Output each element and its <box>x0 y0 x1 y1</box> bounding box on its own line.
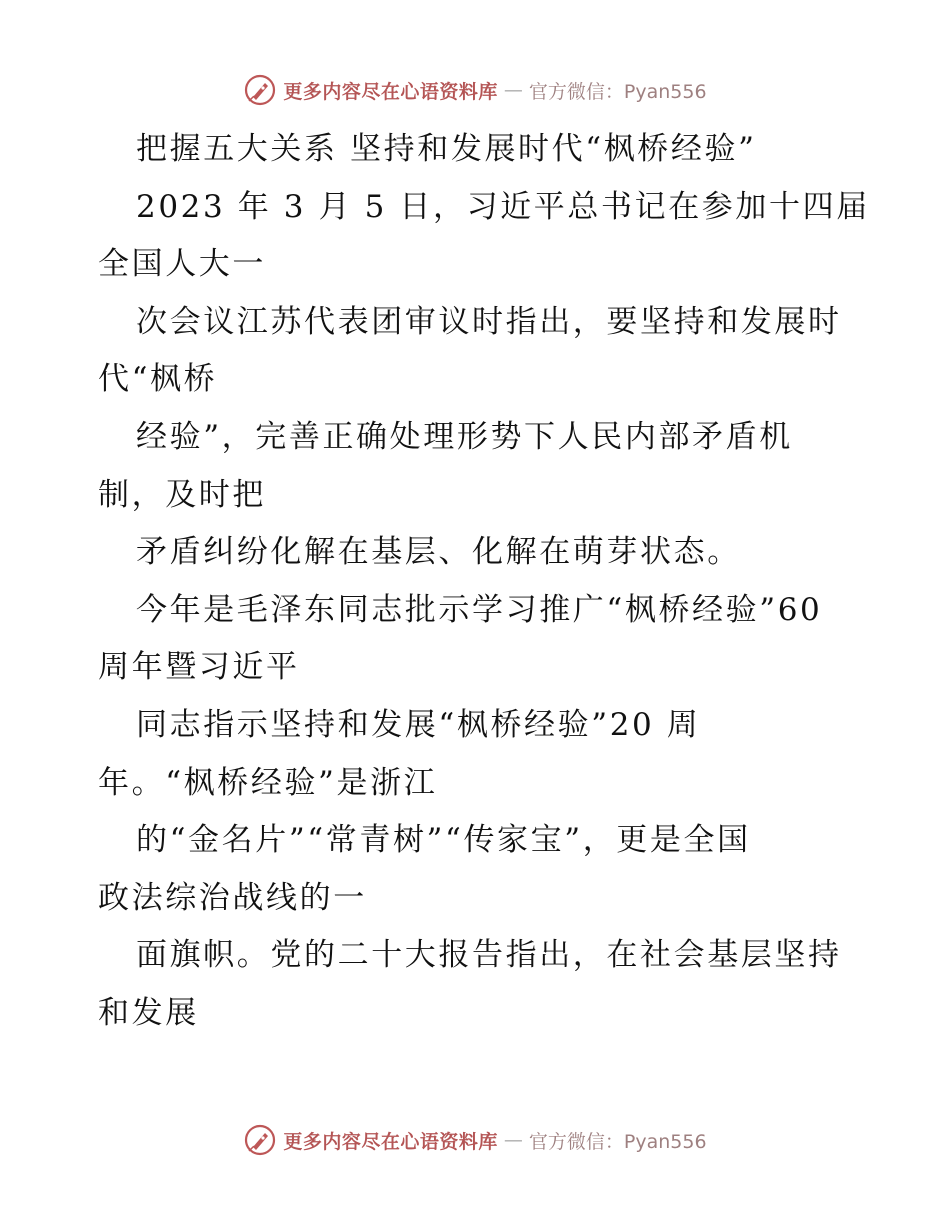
watermark-main-text: 更多内容尽在心语资料库 <box>283 1130 498 1153</box>
document-line: 次会议江苏代表团审议时指出，要坚持和发展时 <box>136 303 842 340</box>
document-line: 把握五大关系 坚持和发展时代“枫桥经验” <box>136 131 757 167</box>
watermark-wechat-text: 官方微信：Pyan556 <box>528 1130 707 1153</box>
document-line: 的“金名片”“常青树”“传家宝”，更是全国 <box>136 822 751 859</box>
watermark-wechat-text: 官方微信：Pyan556 <box>528 80 707 103</box>
document-body <box>98 121 868 1043</box>
document-line: 矛盾纠纷化解在基层、化解在萌芽状态。 <box>136 534 741 571</box>
pen-nib-logo-icon <box>243 1123 277 1157</box>
document-line: 年。“枫桥经验”是浙江 <box>98 764 438 801</box>
header-watermark <box>0 72 950 108</box>
watermark-dash: — <box>503 1129 523 1151</box>
document-line: 和发展 <box>98 994 199 1031</box>
watermark-main-text: 更多内容尽在心语资料库 <box>283 80 498 103</box>
document-line: 制，及时把 <box>98 476 266 513</box>
document-line: 经验”，完善正确处理形势下人民内部矛盾机 <box>136 418 793 455</box>
pen-nib-logo-icon <box>243 73 277 107</box>
document-line: 全国人大一 <box>98 246 266 283</box>
document-line: 周年暨习近平 <box>98 649 300 686</box>
document-line: 面旗帜。党的二十大报告指出，在社会基层坚持 <box>136 937 842 974</box>
footer-watermark <box>0 1122 950 1158</box>
document-line: 2023 年 3 月 5 日，习近平总书记在参加十四届 <box>136 188 870 225</box>
document-line: 政法综治战线的一 <box>98 879 367 916</box>
document-line: 代“枫桥 <box>98 361 218 398</box>
document-line: 今年是毛泽东同志批示学习推广“枫桥经验”60 <box>136 591 823 628</box>
document-line: 同志指示坚持和发展“枫桥经验”20 周 <box>136 706 701 743</box>
watermark-dash: — <box>503 79 523 101</box>
